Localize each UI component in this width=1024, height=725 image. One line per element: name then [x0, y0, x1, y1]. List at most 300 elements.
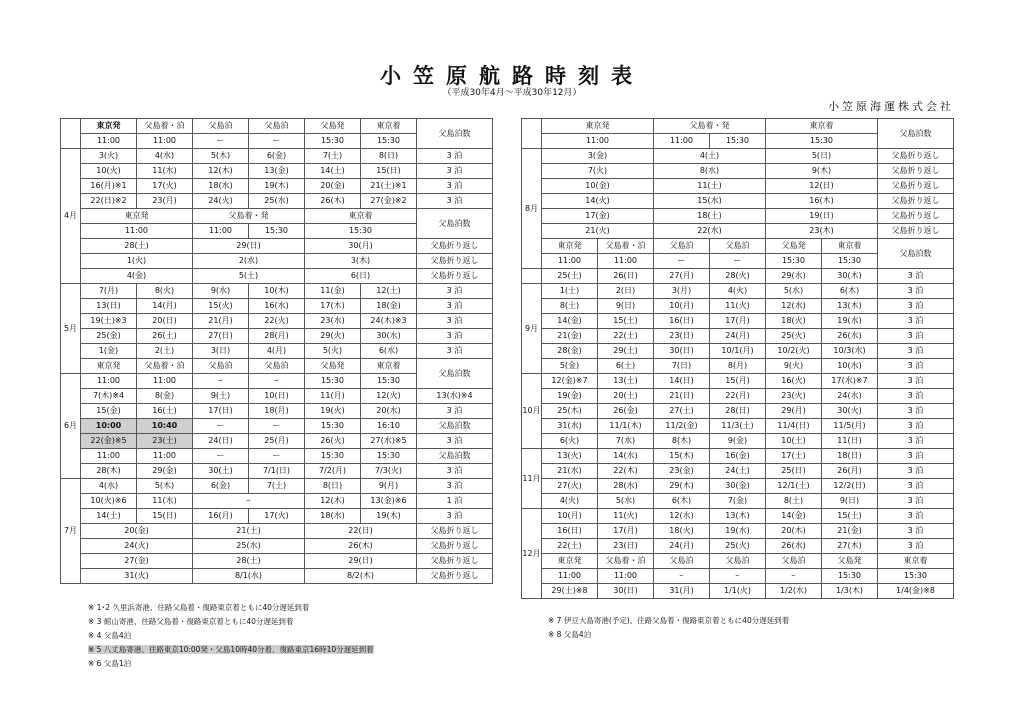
- table-cell: 14(火): [542, 194, 654, 209]
- table-cell: 16:10: [361, 419, 417, 434]
- table-row: [522, 284, 954, 299]
- table-cell: 3 泊: [878, 299, 954, 314]
- table-cell: 12/1(土): [766, 479, 822, 494]
- table-cell: 14(水): [598, 449, 654, 464]
- table-cell: 23(火): [766, 389, 822, 404]
- table-cell: 3 泊: [878, 539, 954, 554]
- table-cell: 父島泊: [249, 119, 305, 134]
- table-cell: 父島泊数: [878, 119, 954, 149]
- table-row: [61, 314, 493, 329]
- table-cell: 5(土): [193, 269, 305, 284]
- table-row: [61, 464, 493, 479]
- month-cell: 5月: [61, 284, 81, 374]
- table-cell: 5(日): [766, 149, 878, 164]
- table-row: [522, 344, 954, 359]
- table-cell: 21(水): [542, 464, 598, 479]
- table-cell: 15:30: [249, 224, 305, 239]
- table-cell: 10/3(水): [822, 344, 878, 359]
- table-cell: 15(水): [654, 194, 766, 209]
- table-cell: 15:30: [361, 449, 417, 464]
- timetable-left: [60, 118, 493, 584]
- month-cell: 12月: [522, 509, 542, 599]
- table-cell: 東京着: [766, 119, 878, 134]
- table-cell: 15:30: [822, 254, 878, 269]
- table-cell: 父島折り返し: [878, 224, 954, 239]
- table-cell: 3 泊: [878, 344, 954, 359]
- month-cell: 4月: [61, 149, 81, 284]
- table-cell: 15:30: [878, 569, 954, 584]
- table-cell: 18(日): [822, 449, 878, 464]
- table-cell: 11(水): [137, 494, 193, 509]
- table-cell: 23(日): [654, 329, 710, 344]
- table-cell: 父島着・発: [193, 209, 305, 224]
- table-cell: 父島折り返し: [417, 539, 493, 554]
- table-cell: 1/4(金)※8: [878, 584, 954, 599]
- table-cell: 20(木): [766, 524, 822, 539]
- table-cell: 東京着: [878, 554, 954, 569]
- table-cell: 17(土): [766, 449, 822, 464]
- table-cell: 27(月): [654, 269, 710, 284]
- footnote: ※ 3 館山寄港、往路父島着・復路東京着ともに40分遅延到着: [88, 617, 294, 626]
- table-cell: 3 泊: [878, 284, 954, 299]
- table-cell: 18(金): [361, 299, 417, 314]
- table-cell: 24(日): [193, 434, 249, 449]
- table-cell: 17(日): [193, 404, 249, 419]
- table-cell: 23(水): [305, 314, 361, 329]
- table-cell: 30(火): [822, 404, 878, 419]
- table-cell: 13(火): [542, 449, 598, 464]
- table-cell: 28(水): [598, 479, 654, 494]
- table-cell: 14(金): [766, 509, 822, 524]
- table-cell: 24(月): [710, 329, 766, 344]
- table-cell: 16(木): [766, 194, 878, 209]
- table-cell: 26(木): [305, 194, 361, 209]
- table-cell: 3 泊: [417, 329, 493, 344]
- table-cell: 11(火): [598, 509, 654, 524]
- table-cell: 16(日): [654, 314, 710, 329]
- table-cell: 父島泊: [249, 359, 305, 374]
- table-cell: 30(水): [361, 329, 417, 344]
- table-cell: 14(土): [305, 164, 361, 179]
- footnote: ※ 7 伊豆大島寄港(予定)、往路父島着・復路東京着ともに40分遅延到着: [548, 616, 790, 625]
- table-cell: 東京発: [542, 554, 598, 569]
- table-cell: 19(土)※3: [81, 314, 137, 329]
- table-cell: 29(日): [193, 239, 305, 254]
- table-cell: 3 泊: [878, 404, 954, 419]
- table-cell: 18(月): [249, 404, 305, 419]
- table-cell: 11:00: [81, 374, 137, 389]
- table-row: [61, 494, 493, 509]
- table-cell: 4(水): [81, 479, 137, 494]
- table-cell: 26(日): [598, 269, 654, 284]
- table-cell: 19(水): [710, 524, 766, 539]
- table-cell: 8(木): [654, 434, 710, 449]
- table-cell: 13(金): [249, 164, 305, 179]
- table-cell: 4(火): [542, 494, 598, 509]
- table-cell: 3 泊: [878, 464, 954, 479]
- table-cell: 3 泊: [417, 284, 493, 299]
- table-cell: 6(木): [654, 494, 710, 509]
- table-cell: 27(金)※2: [361, 194, 417, 209]
- table-cell: 1/1(火): [710, 584, 766, 599]
- table-cell: 19(木): [249, 179, 305, 194]
- table-cell: 20(日): [137, 314, 193, 329]
- table-cell: 12(水): [654, 509, 710, 524]
- table-cell: 23(土): [137, 434, 193, 449]
- table-row: [522, 584, 954, 599]
- table-cell: 25(月): [249, 434, 305, 449]
- table-cell: 3 泊: [878, 434, 954, 449]
- table-row: [61, 329, 493, 344]
- table-cell: 7(月): [81, 284, 137, 299]
- table-cell: 2(日): [598, 284, 654, 299]
- table-row: [522, 539, 954, 554]
- table-cell: 3 泊: [878, 494, 954, 509]
- table-cell: 21(月): [193, 314, 249, 329]
- table-cell: 6(土): [598, 359, 654, 374]
- table-cell: 1(金): [81, 344, 137, 359]
- table-row: [61, 404, 493, 419]
- table-row: [61, 119, 493, 134]
- table-row: [61, 479, 493, 494]
- table-cell: 15:30: [361, 374, 417, 389]
- table-cell: 21(火): [542, 224, 654, 239]
- table-cell: 父島折り返し: [417, 254, 493, 269]
- table-cell: 13(木): [710, 509, 766, 524]
- table-row: [61, 239, 493, 254]
- table-cell: 21(日): [654, 389, 710, 404]
- table-cell: 父島発: [305, 359, 361, 374]
- table-cell: 29(土): [598, 344, 654, 359]
- table-cell: 父島折り返し: [417, 269, 493, 284]
- table-cell: 父島折り返し: [417, 239, 493, 254]
- table-row: [522, 419, 954, 434]
- table-cell: 7(金): [710, 494, 766, 509]
- table-cell: 3 泊: [878, 509, 954, 524]
- table-cell: 3 泊: [878, 374, 954, 389]
- table-row: [61, 524, 493, 539]
- table-cell: 19(木): [361, 509, 417, 524]
- table-row: [522, 524, 954, 539]
- table-cell: 11/3(土): [710, 419, 766, 434]
- table-row: [61, 389, 493, 404]
- table-cell: ｰ: [710, 569, 766, 584]
- table-cell: 27(木): [822, 539, 878, 554]
- table-cell: 12(木): [193, 164, 249, 179]
- table-cell: 11:00: [137, 134, 193, 149]
- table-cell: 11:00: [193, 224, 249, 239]
- table-cell: 父島泊数: [417, 359, 493, 389]
- table-cell: 父島泊: [193, 119, 249, 134]
- table-cell: 16(月)※1: [81, 179, 137, 194]
- table-cell: 13(水)※4: [417, 389, 493, 404]
- table-cell: 22(月): [710, 389, 766, 404]
- table-cell: 6(水): [361, 344, 417, 359]
- table-cell: 16(月): [193, 509, 249, 524]
- table-cell: 1/2(水): [766, 584, 822, 599]
- table-cell: 12(水): [766, 299, 822, 314]
- footnote: ※ 6 父島1泊: [88, 659, 132, 668]
- table-cell: 父島泊数: [417, 209, 493, 239]
- table-cell: 4(金): [81, 269, 193, 284]
- footnotes-left: [88, 601, 374, 671]
- table-cell: 9(木): [766, 164, 878, 179]
- table-cell: ｰ: [249, 374, 305, 389]
- table-cell: 15(土): [822, 509, 878, 524]
- table-cell: 東京発: [81, 209, 193, 224]
- table-cell: 3 泊: [417, 344, 493, 359]
- month-cell: 9月: [522, 284, 542, 374]
- table-cell: 26(月): [822, 464, 878, 479]
- table-cell: 11:00: [598, 254, 654, 269]
- table-cell: 3 泊: [417, 404, 493, 419]
- table-cell: 18(土): [654, 209, 766, 224]
- table-cell: 10(土): [766, 434, 822, 449]
- footnote: ※ 8 父島4泊: [548, 630, 592, 639]
- table-cell: 20(水): [361, 404, 417, 419]
- table-cell: 父島着・泊: [598, 554, 654, 569]
- table-cell: 20(金): [81, 524, 193, 539]
- table-cell: 28(木): [81, 464, 137, 479]
- table-cell: 1/3(木): [822, 584, 878, 599]
- table-cell: 16(土): [137, 404, 193, 419]
- table-cell: 6(金): [249, 149, 305, 164]
- table-cell: 19(日): [766, 209, 878, 224]
- table-cell: 6(木): [822, 284, 878, 299]
- table-cell: 21(土): [193, 524, 305, 539]
- table-cell: ー: [249, 449, 305, 464]
- table-cell: 1(土): [542, 284, 598, 299]
- month-cell: 11月: [522, 449, 542, 509]
- table-cell: ー: [249, 134, 305, 149]
- table-cell: 11:00: [542, 569, 598, 584]
- table-cell: 9(月): [361, 479, 417, 494]
- table-row: [522, 209, 954, 224]
- month-cell: [61, 119, 81, 149]
- table-cell: 10(火): [81, 164, 137, 179]
- table-cell: 27(土): [654, 404, 710, 419]
- table-row: [61, 209, 493, 224]
- table-cell: 東京発: [542, 239, 598, 254]
- table-cell: 11(日): [822, 434, 878, 449]
- table-cell: 4(火): [710, 284, 766, 299]
- table-row: [522, 479, 954, 494]
- table-cell: 5(金): [542, 359, 598, 374]
- table-cell: 10:00: [81, 419, 137, 434]
- table-cell: ｰ: [654, 569, 710, 584]
- table-cell: 15(日): [137, 509, 193, 524]
- table-cell: ｰ: [193, 374, 249, 389]
- table-cell: 父島折り返し: [417, 554, 493, 569]
- table-cell: 3 泊: [417, 194, 493, 209]
- table-cell: 6(日): [305, 269, 417, 284]
- table-cell: 22(水): [654, 224, 766, 239]
- table-cell: ｰ: [193, 494, 305, 509]
- table-cell: 22(土): [542, 539, 598, 554]
- table-row: [522, 149, 954, 164]
- table-cell: 15(土): [598, 314, 654, 329]
- table-cell: 3(木): [305, 254, 417, 269]
- table-cell: 18(水): [193, 179, 249, 194]
- table-cell: 22(火): [249, 314, 305, 329]
- table-cell: 29(日): [305, 554, 417, 569]
- table-row: [522, 269, 954, 284]
- table-cell: 12(日): [766, 179, 878, 194]
- table-cell: 24(木)※3: [361, 314, 417, 329]
- table-cell: 12(土): [361, 284, 417, 299]
- table-cell: 11(金): [305, 284, 361, 299]
- table-cell: 13(木): [822, 299, 878, 314]
- table-cell: 22(日)※2: [81, 194, 137, 209]
- table-row: [522, 389, 954, 404]
- table-cell: 15(火): [193, 299, 249, 314]
- table-cell: 25(火): [710, 539, 766, 554]
- table-cell: 8/2(木): [305, 569, 417, 584]
- table-cell: 11:00: [654, 134, 710, 149]
- table-cell: 18(水): [305, 509, 361, 524]
- table-cell: 父島泊: [710, 554, 766, 569]
- table-cell: 27(日): [193, 329, 249, 344]
- table-cell: 父島泊数: [417, 419, 493, 434]
- table-row: [522, 374, 954, 389]
- table-cell: 15:30: [822, 569, 878, 584]
- table-cell: 15:30: [305, 419, 361, 434]
- table-cell: 26(水): [822, 329, 878, 344]
- table-cell: 11:00: [81, 449, 137, 464]
- table-row: [522, 554, 954, 569]
- table-row: [522, 194, 954, 209]
- table-cell: 17(火): [137, 179, 193, 194]
- table-cell: 4(土): [654, 149, 766, 164]
- table-cell: 父島発: [766, 239, 822, 254]
- table-cell: 5(火): [305, 344, 361, 359]
- table-cell: 15:30: [305, 449, 361, 464]
- table-cell: 7(火): [542, 164, 654, 179]
- table-row: [522, 179, 954, 194]
- table-cell: 11/4(日): [766, 419, 822, 434]
- table-cell: 22(土): [598, 329, 654, 344]
- table-cell: 3(日): [193, 344, 249, 359]
- table-row: [522, 314, 954, 329]
- table-row: [61, 344, 493, 359]
- table-cell: 4(月): [249, 344, 305, 359]
- table-cell: 8(土): [542, 299, 598, 314]
- table-row: [522, 119, 954, 134]
- table-cell: 11/1(木): [598, 419, 654, 434]
- table-cell: 16(水): [249, 299, 305, 314]
- table-row: [61, 269, 493, 284]
- table-cell: 7(水): [598, 434, 654, 449]
- table-cell: 8/1(水): [193, 569, 305, 584]
- table-cell: 7/2(月): [305, 464, 361, 479]
- table-cell: 30(日): [654, 344, 710, 359]
- table-cell: 8(水): [654, 164, 766, 179]
- table-cell: 4(水): [137, 149, 193, 164]
- table-cell: 2(土): [137, 344, 193, 359]
- table-cell: 10(木): [249, 284, 305, 299]
- company-name: 小笠原海運株式会社: [828, 100, 954, 113]
- table-cell: 父島折り返し: [878, 164, 954, 179]
- table-cell: 29(水): [766, 269, 822, 284]
- footnote: ※ 5 八丈島寄港、往路東京10:00発・父島10時40分着、復路東京16時10分遅延到着: [88, 645, 374, 654]
- footnotes-right: [548, 614, 789, 642]
- table-cell: 東京着: [305, 209, 417, 224]
- table-cell: 1(火): [81, 254, 193, 269]
- table-row: [522, 494, 954, 509]
- table-cell: 11:00: [542, 254, 598, 269]
- table-cell: 12(金)※7: [542, 374, 598, 389]
- table-cell: 9(水): [193, 284, 249, 299]
- table-cell: 3 泊: [417, 479, 493, 494]
- table-cell: 29(金): [137, 464, 193, 479]
- table-cell: 11:00: [542, 134, 654, 149]
- table-cell: 21(金): [822, 524, 878, 539]
- table-row: [61, 569, 493, 584]
- table-cell: 3 泊: [878, 359, 954, 374]
- table-cell: ー: [193, 449, 249, 464]
- table-cell: 3 泊: [417, 299, 493, 314]
- table-row: [61, 194, 493, 209]
- table-cell: 11(土): [654, 179, 766, 194]
- table-row: [61, 254, 493, 269]
- table-cell: 7/1(日): [249, 464, 305, 479]
- table-row: [522, 509, 954, 524]
- table-cell: 24(水): [822, 389, 878, 404]
- table-cell: 父島発: [822, 554, 878, 569]
- table-cell: 27(水)※5: [361, 434, 417, 449]
- table-cell: 2(水): [193, 254, 305, 269]
- table-cell: 3 泊: [417, 464, 493, 479]
- table-cell: 11:00: [81, 134, 137, 149]
- table-cell: 15:30: [710, 134, 766, 149]
- table-row: [61, 449, 493, 464]
- table-cell: 16(火): [766, 374, 822, 389]
- table-cell: 父島着・発: [654, 119, 766, 134]
- table-cell: 17(金): [542, 209, 654, 224]
- table-row: [61, 179, 493, 194]
- table-row: [522, 224, 954, 239]
- table-cell: 22(木): [598, 464, 654, 479]
- table-cell: 13(金)※6: [361, 494, 417, 509]
- table-cell: 23(金): [654, 464, 710, 479]
- table-cell: 父島泊数: [878, 239, 954, 269]
- table-cell: 23(月): [137, 194, 193, 209]
- month-cell: 6月: [61, 374, 81, 479]
- table-cell: 19(金): [542, 389, 598, 404]
- table-cell: 10(水): [822, 359, 878, 374]
- table-cell: 11(火): [710, 299, 766, 314]
- table-cell: 20(金): [305, 179, 361, 194]
- table-row: [61, 554, 493, 569]
- table-cell: 12(木): [305, 494, 361, 509]
- table-cell: 3(火): [81, 149, 137, 164]
- table-row: [61, 539, 493, 554]
- table-cell: 3 泊: [417, 164, 493, 179]
- table-cell: 3 泊: [417, 434, 493, 449]
- table-cell: 東京発: [81, 359, 137, 374]
- table-row: [61, 149, 493, 164]
- table-cell: 父島折り返し: [417, 569, 493, 584]
- table-cell: 3 泊: [878, 449, 954, 464]
- table-cell: 19(水): [822, 314, 878, 329]
- table-cell: 18(火): [766, 314, 822, 329]
- page-title: 小笠原航路時刻表: [380, 63, 644, 88]
- table-cell: 14(金): [542, 314, 598, 329]
- table-cell: 11(水): [137, 164, 193, 179]
- table-cell: 15(金): [81, 404, 137, 419]
- table-row: [61, 164, 493, 179]
- table-cell: 7/3(火): [361, 464, 417, 479]
